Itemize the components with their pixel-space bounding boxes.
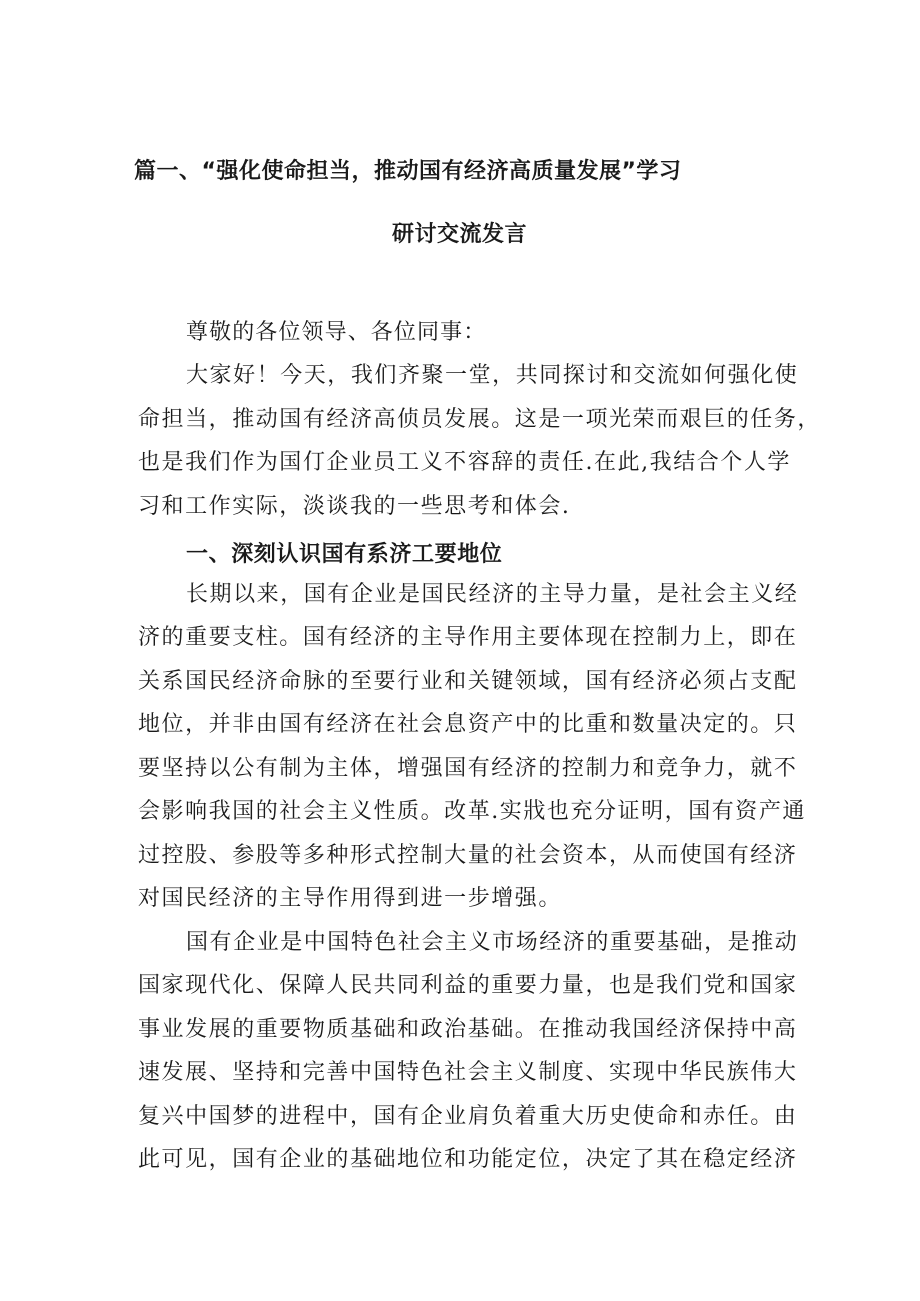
intro-line: 习和工作实际，淡谈我的一些思考和体会. <box>138 494 571 519</box>
intro-line: 也是我们作为国仃企业员工义不容辞的责任.在此,我结合个人学 <box>138 450 791 475</box>
intro-line: 大家好！今天，我们齐聚一堂，共同探讨和交流如何强化使 <box>186 363 799 388</box>
section-heading: 一、深刻认识国有系济工要地位 <box>186 542 503 567</box>
intro-line: 命担当，推动国有经济高侦员发展。这是一项光荣而艰巨的任务， <box>138 407 821 432</box>
paragraph-line: 要坚持以公有制为主体，增强国有经济的控制力和竞争力，就不 <box>138 756 798 781</box>
paragraph-line: 复兴中国梦的进程中，国有企业肩负着重大历史使命和赤任。由 <box>138 1104 798 1129</box>
paragraph-line: 国有企业是中国特色社会主义市场经济的重要基础，是推动 <box>186 930 799 955</box>
salutation: 尊敬的各位领导、各位同事： <box>186 320 487 345</box>
paragraph-line: 过控股、参股等多种形式控制大量的社会资本，从而使国有经济 <box>138 843 798 868</box>
paragraph-line: 关系国民经济命脉的至要行业和关键领域，国有经济必须占支配 <box>138 669 798 694</box>
document-title-line-2: 研讨交流发言 <box>392 222 528 247</box>
paragraph-line: 此可见，国有企业的基础地位和功能定位，决定了其在稳定经济 <box>138 1147 798 1172</box>
paragraph-line: 会影响我国的社会主义性质。改革.实戕也充分证明，国有资产通 <box>138 799 806 824</box>
document-title-line-1: 篇一、“强化使命担当，推动国有经济高质量发展”学习 <box>134 159 682 184</box>
paragraph-line: 济的重要支柱。国有经济的主导作用主要体现在控制力上，即在 <box>138 625 798 650</box>
paragraph-line: 事业发展的重要物质基础和政治基础。在推动我国经济保持中高 <box>138 1017 798 1042</box>
paragraph-line: 国家现代化、保障人民共同利益的重要力量，也是我们党和国家 <box>138 973 798 998</box>
paragraph-line: 速发展、坚持和完善中国特色社会主义制度、实现中华民族伟大 <box>138 1060 798 1085</box>
paragraph-line: 对国民经济的主导作用得到进一步增强。 <box>138 886 562 911</box>
paragraph-line: 长期以来，国有企业是国民经济的主导力量，是社会主义经 <box>186 582 799 607</box>
paragraph-line: 地位，并非由国有经济在社会息资产中的比重和数量决定的。只 <box>138 712 798 737</box>
